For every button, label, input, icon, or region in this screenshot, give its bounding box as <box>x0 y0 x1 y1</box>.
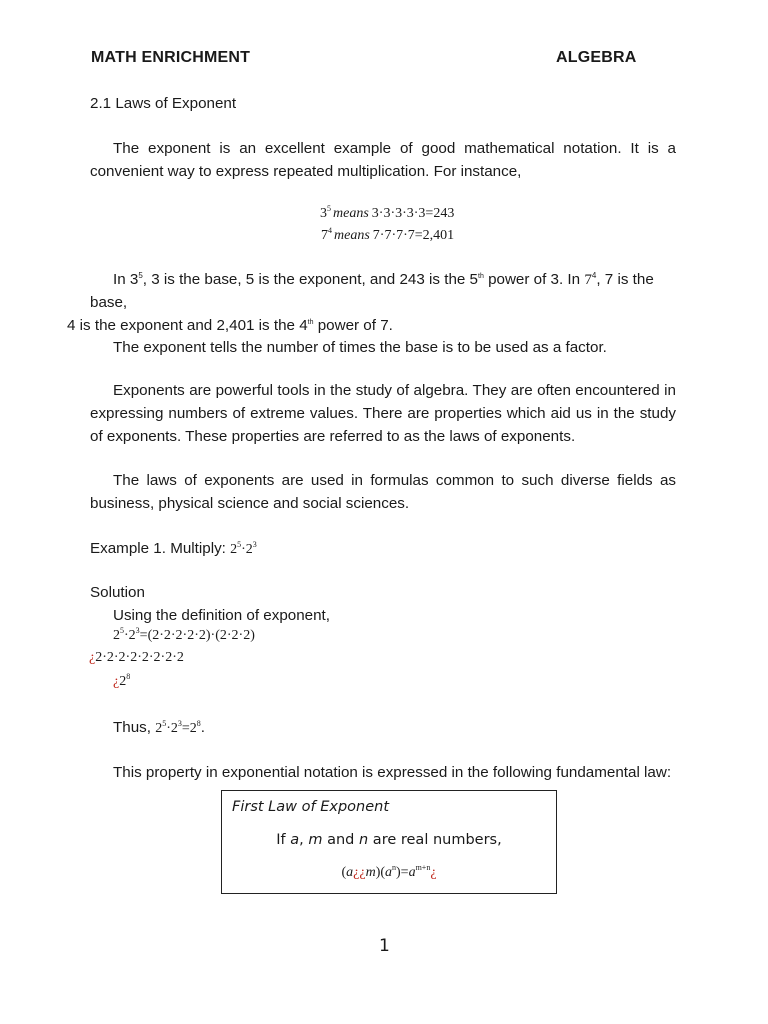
p2-text-d: , 7 is the base, <box>90 271 654 311</box>
p2-text-f: power of 7. <box>313 317 393 334</box>
example-base-a: 2 <box>230 542 238 557</box>
p2-sup-b: th <box>478 273 484 280</box>
thus-sup-c: 8 <box>196 719 201 728</box>
example-base-b: 2 <box>245 542 253 557</box>
sol4-base: 2 <box>119 674 127 689</box>
thus-base-a: 2 <box>155 721 163 736</box>
sol3-text: 2·2·2·2·2·2·2·2 <box>95 650 184 665</box>
eq2-base: 7 <box>321 228 328 243</box>
first-law-condition <box>222 832 556 848</box>
law-formula-exp: m+n <box>415 863 431 872</box>
page-number: 1 <box>379 936 390 956</box>
first-law-box <box>221 790 557 894</box>
thus-line <box>113 716 205 740</box>
sol2-sup-b: 3 <box>135 626 140 635</box>
law-text-b: , <box>299 832 309 848</box>
first-law-title: First Law of Exponent <box>232 799 390 815</box>
eq1-base: 3 <box>320 206 327 221</box>
example-label: Example 1. Multiply: <box>90 540 231 557</box>
thus-sup-b: 3 <box>177 719 182 728</box>
sol3-mark: ¿ <box>89 650 96 665</box>
example-expression <box>230 542 257 557</box>
first-law-formula <box>222 865 556 881</box>
solution-line-4 <box>113 674 130 690</box>
p2-base-seven: 7 <box>584 271 592 288</box>
equation-line-2 <box>321 228 454 244</box>
law-formula-a: a <box>346 865 354 880</box>
p2-text-a: In 3 <box>113 271 139 288</box>
law-formula-a3: a <box>408 865 416 880</box>
solution-line-3 <box>89 650 184 666</box>
eq1-word: means <box>333 206 369 221</box>
example-heading <box>90 537 257 561</box>
solution-line-1: Using the definition of exponent, <box>113 607 330 624</box>
equation-line-1 <box>320 206 454 222</box>
p2-sup-e: th <box>307 319 314 326</box>
paragraph-property: This property in exponential notation is expressed in the following fundamental law: <box>113 764 672 781</box>
sol2-base-a: 2 <box>113 628 120 643</box>
law-var-m: m <box>308 832 323 848</box>
law-formula-mid: )( <box>375 865 386 880</box>
thus-sup-a: 5 <box>162 719 167 728</box>
law-text-a: If <box>276 832 291 848</box>
sol2-expansion: =(2·2·2·2·2)·(2·2·2) <box>139 628 255 643</box>
law-paren-open: ( <box>341 865 347 880</box>
thus-expression <box>155 721 201 736</box>
law-text-c: and <box>322 832 359 848</box>
thus-label: Thus, <box>113 719 156 736</box>
example-sup-b: 3 <box>252 540 257 549</box>
thus-period: . <box>200 719 206 736</box>
law-formula-n-sup: n <box>392 863 397 872</box>
thus-result: =2 <box>181 721 197 736</box>
law-formula-a2: a <box>385 865 393 880</box>
sol2-sup-a: 5 <box>120 626 124 635</box>
p2-text-c: power of 3. In <box>483 271 585 288</box>
p2-text-b: , 3 is the base, 5 is the exponent, and 243 is the 5 <box>142 271 478 288</box>
paragraph-tools: Exponents are powerful tools in the study of algebra. They are often encountered in expressing numbers of extreme values. There are properties which aid us in the study of exponents. These properties are referred to as the laws of exponents. <box>90 382 676 445</box>
header-right: ALGEBRA <box>556 49 637 66</box>
paragraph-fields: The laws of exponents are used in formulas common to such diverse fields as business, physical science and social sciences. <box>90 472 676 512</box>
eq1-rhs: 3·3·3·3·3=243 <box>371 206 455 221</box>
paragraph-factor: The exponent tells the number of times the base is to be used as a factor. <box>113 339 607 356</box>
paragraph-base-exponent <box>67 268 676 337</box>
sol4-mark: ¿ <box>113 674 120 689</box>
law-formula-m: m <box>365 865 376 880</box>
thus-base-b: ·2 <box>166 721 178 736</box>
header-left: MATH ENRICHMENT <box>91 49 251 66</box>
law-formula-mark: ¿¿ <box>353 865 366 880</box>
example-dot: · <box>241 542 246 557</box>
sol2-base-b: ·2 <box>124 628 136 643</box>
eq1-exponent: 5 <box>327 204 331 213</box>
law-formula-close: )= <box>396 865 409 880</box>
eq2-exponent: 4 <box>328 226 332 235</box>
example-sup-a: 5 <box>237 540 242 549</box>
p2-line-2 <box>67 314 393 337</box>
paragraph-intro: The exponent is an excellent example of good mathematical notation. It is a convenient way to express repeated multiplication. For instance, <box>90 140 676 180</box>
eq2-word: means <box>334 228 370 243</box>
p2-text-e: 4 is the exponent and 2,401 is the 4 <box>67 317 308 334</box>
law-var-n: n <box>359 832 369 848</box>
law-formula-end-mark: ¿ <box>430 865 437 880</box>
law-var-a: a <box>290 832 300 848</box>
law-text-d: are real numbers, <box>368 832 502 848</box>
eq2-rhs: 7·7·7·7=2,401 <box>372 228 455 243</box>
p2-sup-a: 5 <box>138 271 143 280</box>
p2-sup-c: 4 <box>591 271 597 280</box>
sol4-sup: 8 <box>126 672 131 681</box>
section-title: 2.1 Laws of Exponent <box>90 95 237 112</box>
solution-heading: Solution <box>90 584 145 601</box>
solution-line-2 <box>113 628 255 644</box>
